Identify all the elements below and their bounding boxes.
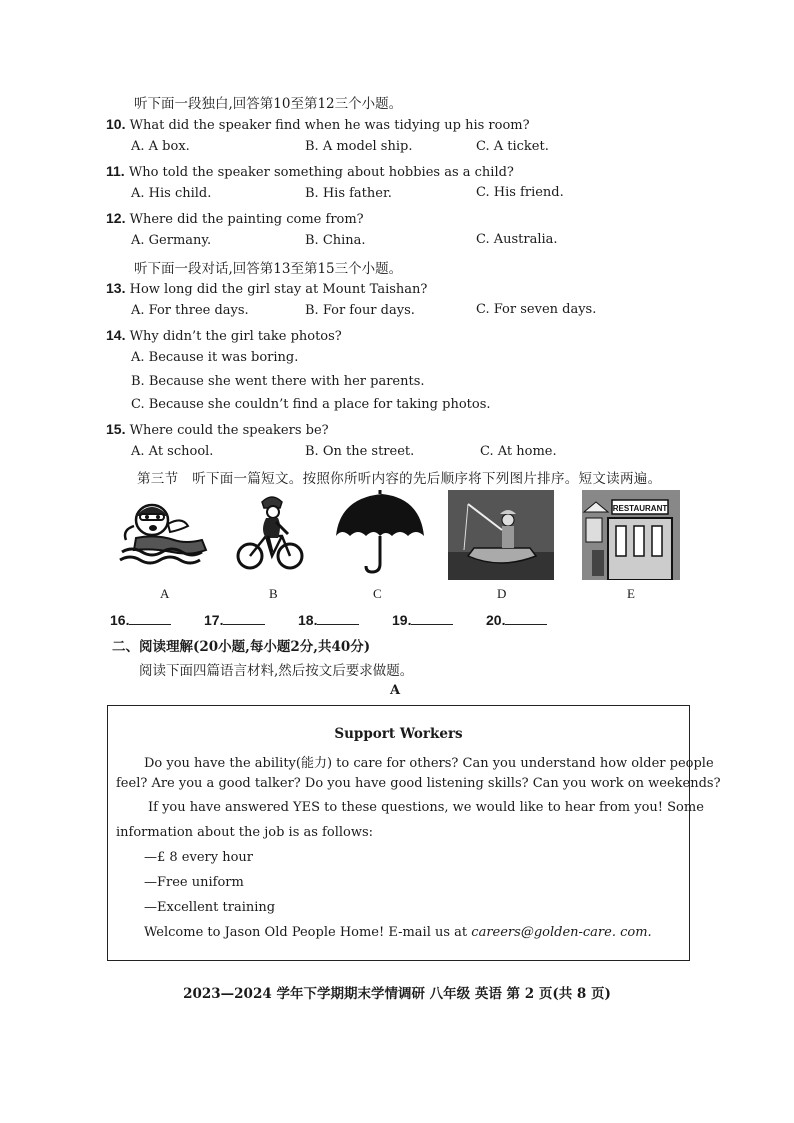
answer-blank-20[interactable]	[486, 610, 547, 628]
question-text: Why didn’t the girl take photos?	[129, 329, 342, 344]
passage-p2-line1: If you have answered YES to these questions, we would like to hear from you! Some	[148, 800, 704, 815]
picture-label-c: C	[373, 586, 382, 601]
umbrella-icon	[330, 490, 428, 576]
fishing-boat-icon	[448, 490, 554, 580]
option-12b: B. China.	[305, 233, 366, 248]
question-number: 12.	[106, 210, 126, 226]
blank-number: 17.	[204, 612, 224, 628]
reading-heading: 二、阅读理解(20小题,每小题2分,共40分)	[112, 639, 371, 655]
question-text: Where did the painting come from?	[129, 212, 364, 227]
question-text: What did the speaker find when he was tidying up his room?	[129, 118, 530, 133]
passage-p2-line2: information about the job is as follows:	[116, 825, 374, 840]
option-11b: B. His father.	[305, 186, 392, 201]
restaurant-icon	[582, 490, 680, 580]
option-10a: A. A box.	[131, 139, 190, 154]
cyclist-icon	[236, 490, 306, 574]
answer-blank-18[interactable]	[298, 610, 359, 628]
option-10b: B. A model ship.	[305, 139, 413, 154]
option-11a: A. His child.	[131, 186, 212, 201]
blank-number: 19.	[392, 612, 412, 628]
answer-blank-19[interactable]	[392, 610, 453, 628]
dialogue-intro: 听下面一段对话,回答第13至第15三个小题。	[134, 261, 403, 277]
section3-text: 听下面一篇短文。按照你所听内容的先后顺序将下列图片排序。短文读两遍。	[192, 471, 662, 487]
passage-a-box	[107, 705, 721, 961]
picture-label-d: D	[497, 586, 507, 601]
monologue-intro: 听下面一段独白,回答第10至第12三个小题。	[134, 96, 403, 112]
question-12	[106, 210, 364, 227]
contact-email: careers@golden-care. com.	[471, 925, 652, 940]
passage-p1-line2: feel? Are you a good talker? Do you have good listening skills? Can you work on weekends?	[116, 776, 721, 791]
option-13b: B. For four days.	[305, 303, 415, 318]
swimmer-icon	[116, 490, 212, 574]
question-11	[106, 163, 514, 180]
option-12c: C. Australia.	[476, 232, 558, 247]
blank-number: 16.	[110, 612, 130, 628]
question-13	[106, 280, 427, 297]
question-10	[106, 116, 530, 133]
option-15b: B. On the street.	[305, 444, 415, 459]
question-number: 15.	[106, 421, 126, 437]
question-text: How long did the girl stay at Mount Taishan?	[129, 282, 428, 297]
option-14b: B. Because she went there with her parents.	[131, 374, 425, 389]
closing-text: Welcome to Jason Old People Home! E-mail us at	[144, 925, 472, 940]
job-item-uniform: —Free uniform	[144, 875, 244, 890]
passage-title: Support Workers	[334, 726, 463, 742]
page-footer: 2023—2024 学年下学期期末学情调研 八年级 英语 第 2 页(共 8 页)	[183, 986, 611, 1002]
option-14a: A. Because it was boring.	[131, 350, 299, 365]
section3-label: 第三节	[137, 471, 179, 487]
question-number: 10.	[106, 116, 126, 132]
question-number: 14.	[106, 327, 126, 343]
answer-blank-17[interactable]	[204, 610, 265, 628]
picture-label-b: B	[269, 586, 278, 601]
option-15a: A. At school.	[131, 444, 214, 459]
passage-label: A	[390, 683, 401, 698]
option-12a: A. Germany.	[131, 233, 212, 248]
blank-number: 20.	[486, 612, 506, 628]
job-item-training: —Excellent training	[144, 900, 276, 915]
job-item-pay: —£ 8 every hour	[144, 850, 254, 865]
question-14	[106, 327, 342, 344]
picture-label-a: A	[160, 586, 170, 601]
question-15	[106, 421, 329, 438]
passage-p1-line1: Do you have the ability(能力) to care for others? Can you understand how older people	[144, 756, 714, 771]
option-13a: A. For three days.	[131, 303, 249, 318]
question-number: 13.	[106, 280, 126, 296]
reading-instruction: 阅读下面四篇语言材料,然后按文后要求做题。	[139, 663, 414, 679]
option-11c: C. His friend.	[476, 185, 564, 200]
question-text: Where could the speakers be?	[129, 423, 329, 438]
question-number: 11.	[106, 163, 125, 179]
restaurant-sign: RESTAURANT	[612, 504, 668, 513]
section3-instruction	[137, 467, 661, 487]
option-15c: C. At home.	[480, 444, 557, 459]
option-14c: C. Because she couldn’t find a place for taking photos.	[131, 397, 491, 412]
picture-label-e: E	[627, 586, 635, 601]
question-text: Who told the speaker something about hobbies as a child?	[128, 165, 514, 180]
option-13c: C. For seven days.	[476, 302, 597, 317]
blank-number: 18.	[298, 612, 318, 628]
option-10c: C. A ticket.	[476, 139, 549, 154]
passage-closing	[144, 925, 652, 940]
answer-blank-16[interactable]	[110, 610, 171, 628]
